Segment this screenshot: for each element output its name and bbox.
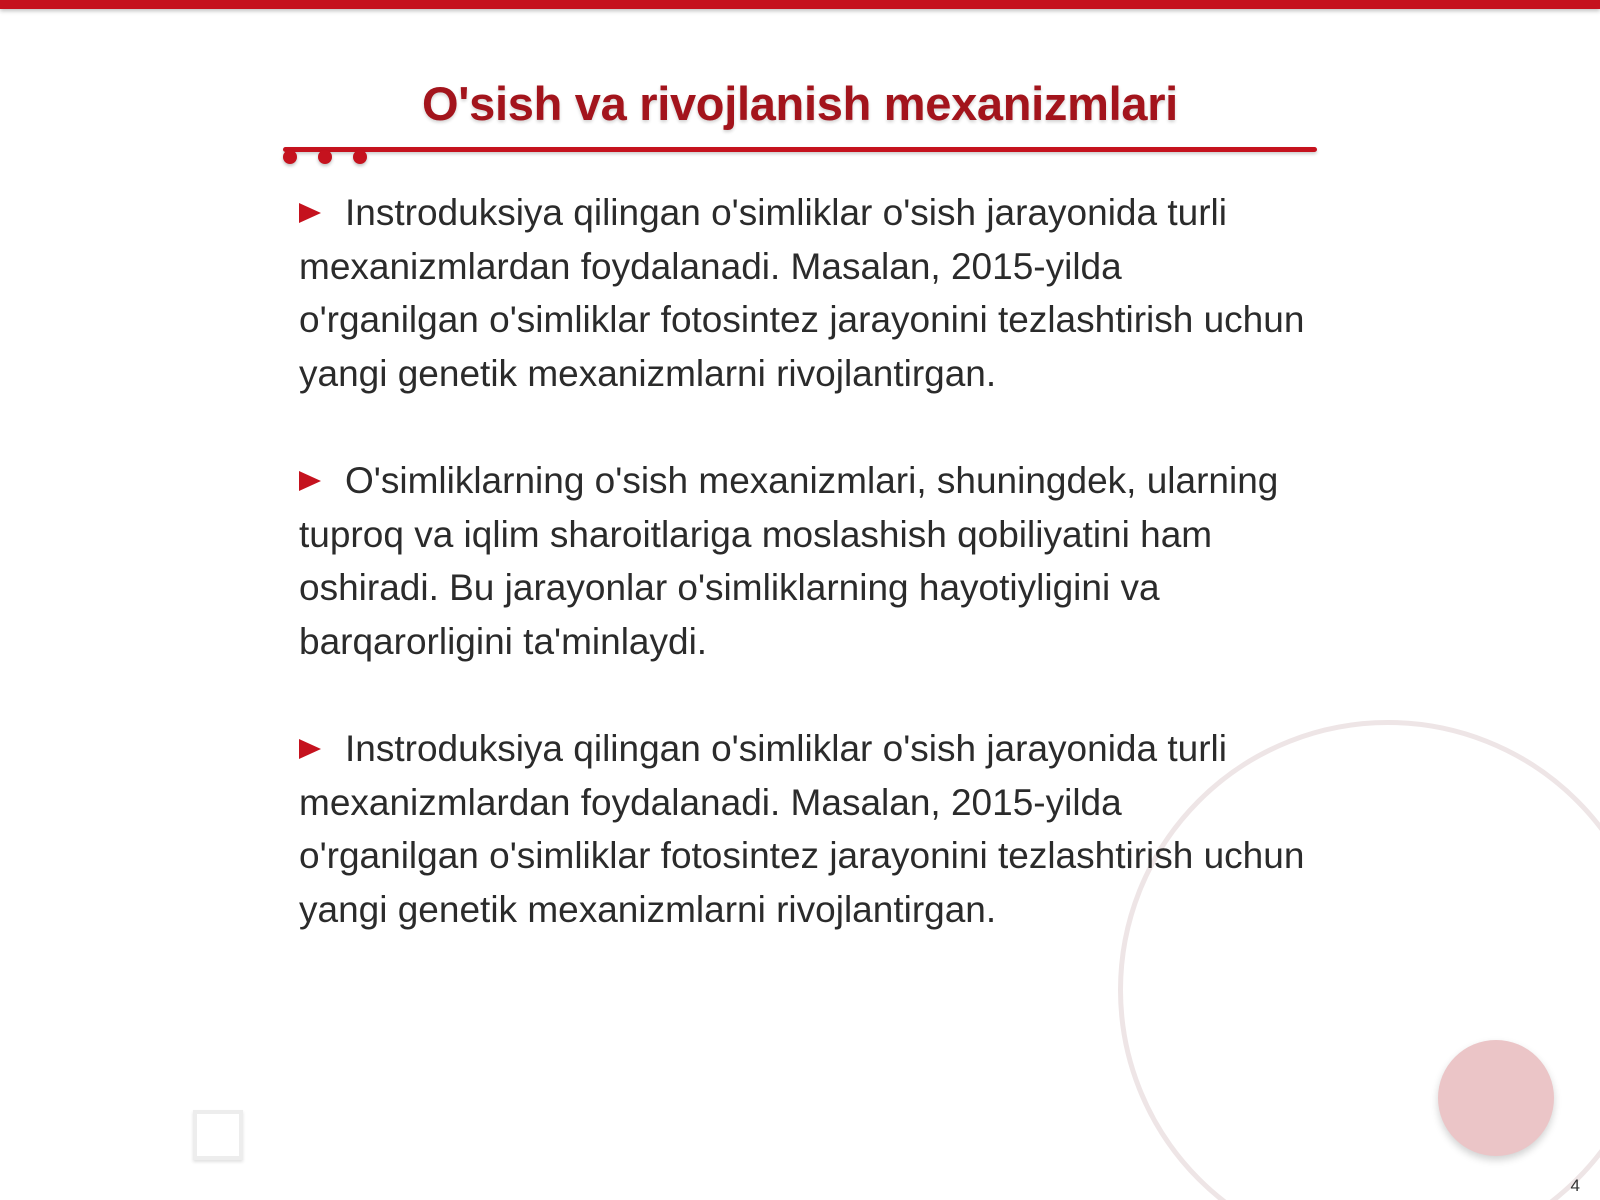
bullet-list bbox=[299, 186, 1309, 990]
bullet-item bbox=[299, 722, 1309, 936]
decor-dot bbox=[353, 150, 367, 164]
decor-dot bbox=[283, 150, 297, 164]
triangle-right-icon bbox=[299, 203, 321, 223]
slide-title: O'sish va rivojlanish mexanizmlari bbox=[422, 77, 1178, 130]
decor-dot bbox=[318, 150, 332, 164]
triangle-right-icon bbox=[299, 471, 321, 491]
bullet-text: Instroduksiya qilingan o'simliklar o'sish jarayonida turli mexanizmlardan foydalanadi. Masalan, 2015-yilda o'rganilgan o'simliklar fotosintez jarayonini tezlashtirish uchun yangi genetik mexanizmlarni rivojlantirgan. bbox=[299, 728, 1305, 930]
decor-square bbox=[193, 1110, 243, 1160]
triangle-right-icon bbox=[299, 739, 321, 759]
bullet-text: Instroduksiya qilingan o'simliklar o'sish jarayonida turli mexanizmlardan foydalanadi. Masalan, 2015-yilda o'rganilgan o'simliklar fotosintez jarayonini tezlashtirish uchun yangi genetik mexanizmlarni rivojlantirgan. bbox=[299, 192, 1305, 394]
bullet-item bbox=[299, 454, 1309, 668]
bullet-item bbox=[299, 186, 1309, 400]
bullet-text: O'simliklarning o'sish mexanizmlari, shuningdek, ularning tuproq va iqlim sharoitlariga moslashish qobiliyatini ham oshiradi. Bu jarayonlar o'simliklarning hayotiyligini va barqarorligini ta'minlaydi. bbox=[299, 460, 1279, 662]
decor-pink-circle bbox=[1438, 1040, 1554, 1156]
page-number: 4 bbox=[1570, 1176, 1580, 1195]
top-accent-bar bbox=[0, 0, 1600, 9]
title-underline bbox=[283, 147, 1317, 152]
